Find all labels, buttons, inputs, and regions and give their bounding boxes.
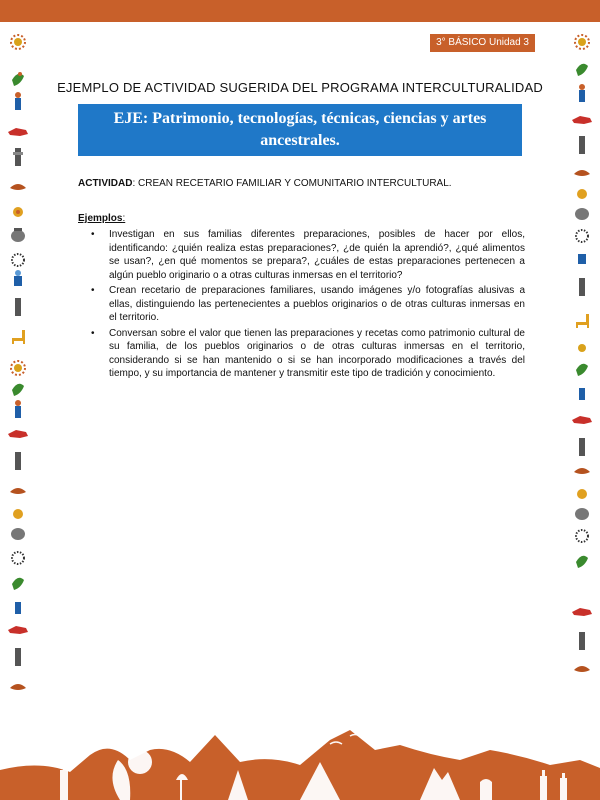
sun-icon [575, 35, 589, 49]
left-decoration-column [6, 28, 30, 708]
star-icon [12, 254, 24, 266]
totem-icon [579, 438, 585, 456]
fox-icon [572, 116, 592, 124]
sun-icon [578, 344, 586, 352]
side-icons-left [6, 28, 30, 708]
totem-icon [15, 452, 21, 470]
side-icons-right [570, 28, 594, 708]
totem-icon [15, 298, 21, 316]
figure-icon [14, 270, 22, 286]
condor-icon [574, 666, 590, 672]
fox-icon [8, 430, 28, 438]
right-decoration-column [570, 28, 594, 708]
star-icon [576, 230, 588, 242]
bird-icon [12, 384, 24, 396]
examples-colon: : [122, 213, 126, 224]
examples-list [78, 228, 525, 383]
bird-icon [576, 556, 588, 568]
activity-text: : CREAN RECETARIO FAMILIAR Y COMUNITARIO INTERCULTURAL. [132, 178, 452, 189]
flower-icon [13, 509, 23, 519]
fox-icon [572, 416, 592, 424]
activity-line [78, 178, 528, 189]
condor-icon [10, 488, 26, 494]
eje-title: EJE: Patrimonio, tecnologías, técnicas, ciencias y artes ancestrales. [113, 110, 487, 149]
fox-icon [572, 608, 592, 616]
star-icon [12, 552, 24, 564]
list-item: • Crean recetario de preparaciones familiares, usando imágenes y/o fotografías alusivas a ellas, distinguiendo las pertenecientes a pueblos originarios o de otras culturas inmersas en el territorio. [78, 284, 525, 325]
figure-icon [15, 602, 21, 614]
totem-icon [15, 648, 21, 666]
sun-icon [11, 361, 25, 375]
flower-icon [577, 189, 587, 199]
figure-icon [15, 400, 21, 418]
flower-icon [13, 207, 23, 217]
condor-icon [10, 684, 26, 690]
condor-icon [574, 170, 590, 176]
bird-icon [12, 578, 24, 590]
flower-icon [577, 489, 587, 499]
totem-icon [13, 148, 23, 166]
activity-label: ACTIVIDAD [78, 178, 133, 189]
figure-icon [578, 254, 586, 264]
list-item: • Conversan sobre el valor que tienen las preparaciones y recetas como patrimonio cultural de su familia, de los pueblos originarios o de otras culturas inmersas en el territorio, considerando si se han mantenido o si se han incorporado modificaciones a través del tiempo, y su importancia de mantener y transmitir este tipo de tradición y conocimiento. [78, 327, 525, 381]
totem-icon [579, 632, 585, 650]
fox-icon [8, 626, 28, 634]
bird-icon [576, 64, 588, 76]
totem-icon [579, 136, 585, 154]
examples-label: Ejemplos [78, 213, 123, 224]
fox-icon [8, 128, 28, 136]
bird-icon [576, 364, 588, 376]
sun-icon [11, 35, 25, 49]
pot-icon [11, 528, 25, 540]
top-banner [0, 0, 600, 22]
totem-icon [579, 278, 585, 296]
pot-icon [575, 508, 589, 520]
examples-heading [78, 213, 125, 224]
condor-icon [574, 468, 590, 474]
star-icon [576, 530, 588, 542]
figure-icon [579, 388, 585, 400]
program-title: EJEMPLO DE ACTIVIDAD SUGERIDA DEL PROGRAMA INTERCULTURALIDAD [57, 80, 543, 95]
list-item: • Investigan en sus familias diferentes preparaciones, posibles de hacer por ellos, identificando: ¿quién realiza estas preparaciones?, ¿de quién la aprendió?, ¿qué alimentos se usan?, ¿en qué momentos se prepara?, ¿cuáles de estas preparaciones pertenecen a algún pueblo originario o a otras culturas inmersas en el territorio? [78, 228, 525, 282]
footer-landscape [0, 700, 600, 800]
eje-banner [78, 104, 522, 156]
pot-icon [11, 228, 25, 242]
condor-icon [10, 184, 26, 190]
llama-icon [12, 330, 25, 344]
pot-icon [575, 208, 589, 220]
llama-icon [576, 314, 589, 328]
landscape-silhouette [0, 700, 600, 800]
unit-badge: 3° BÁSICO Unidad 3 [430, 34, 535, 52]
